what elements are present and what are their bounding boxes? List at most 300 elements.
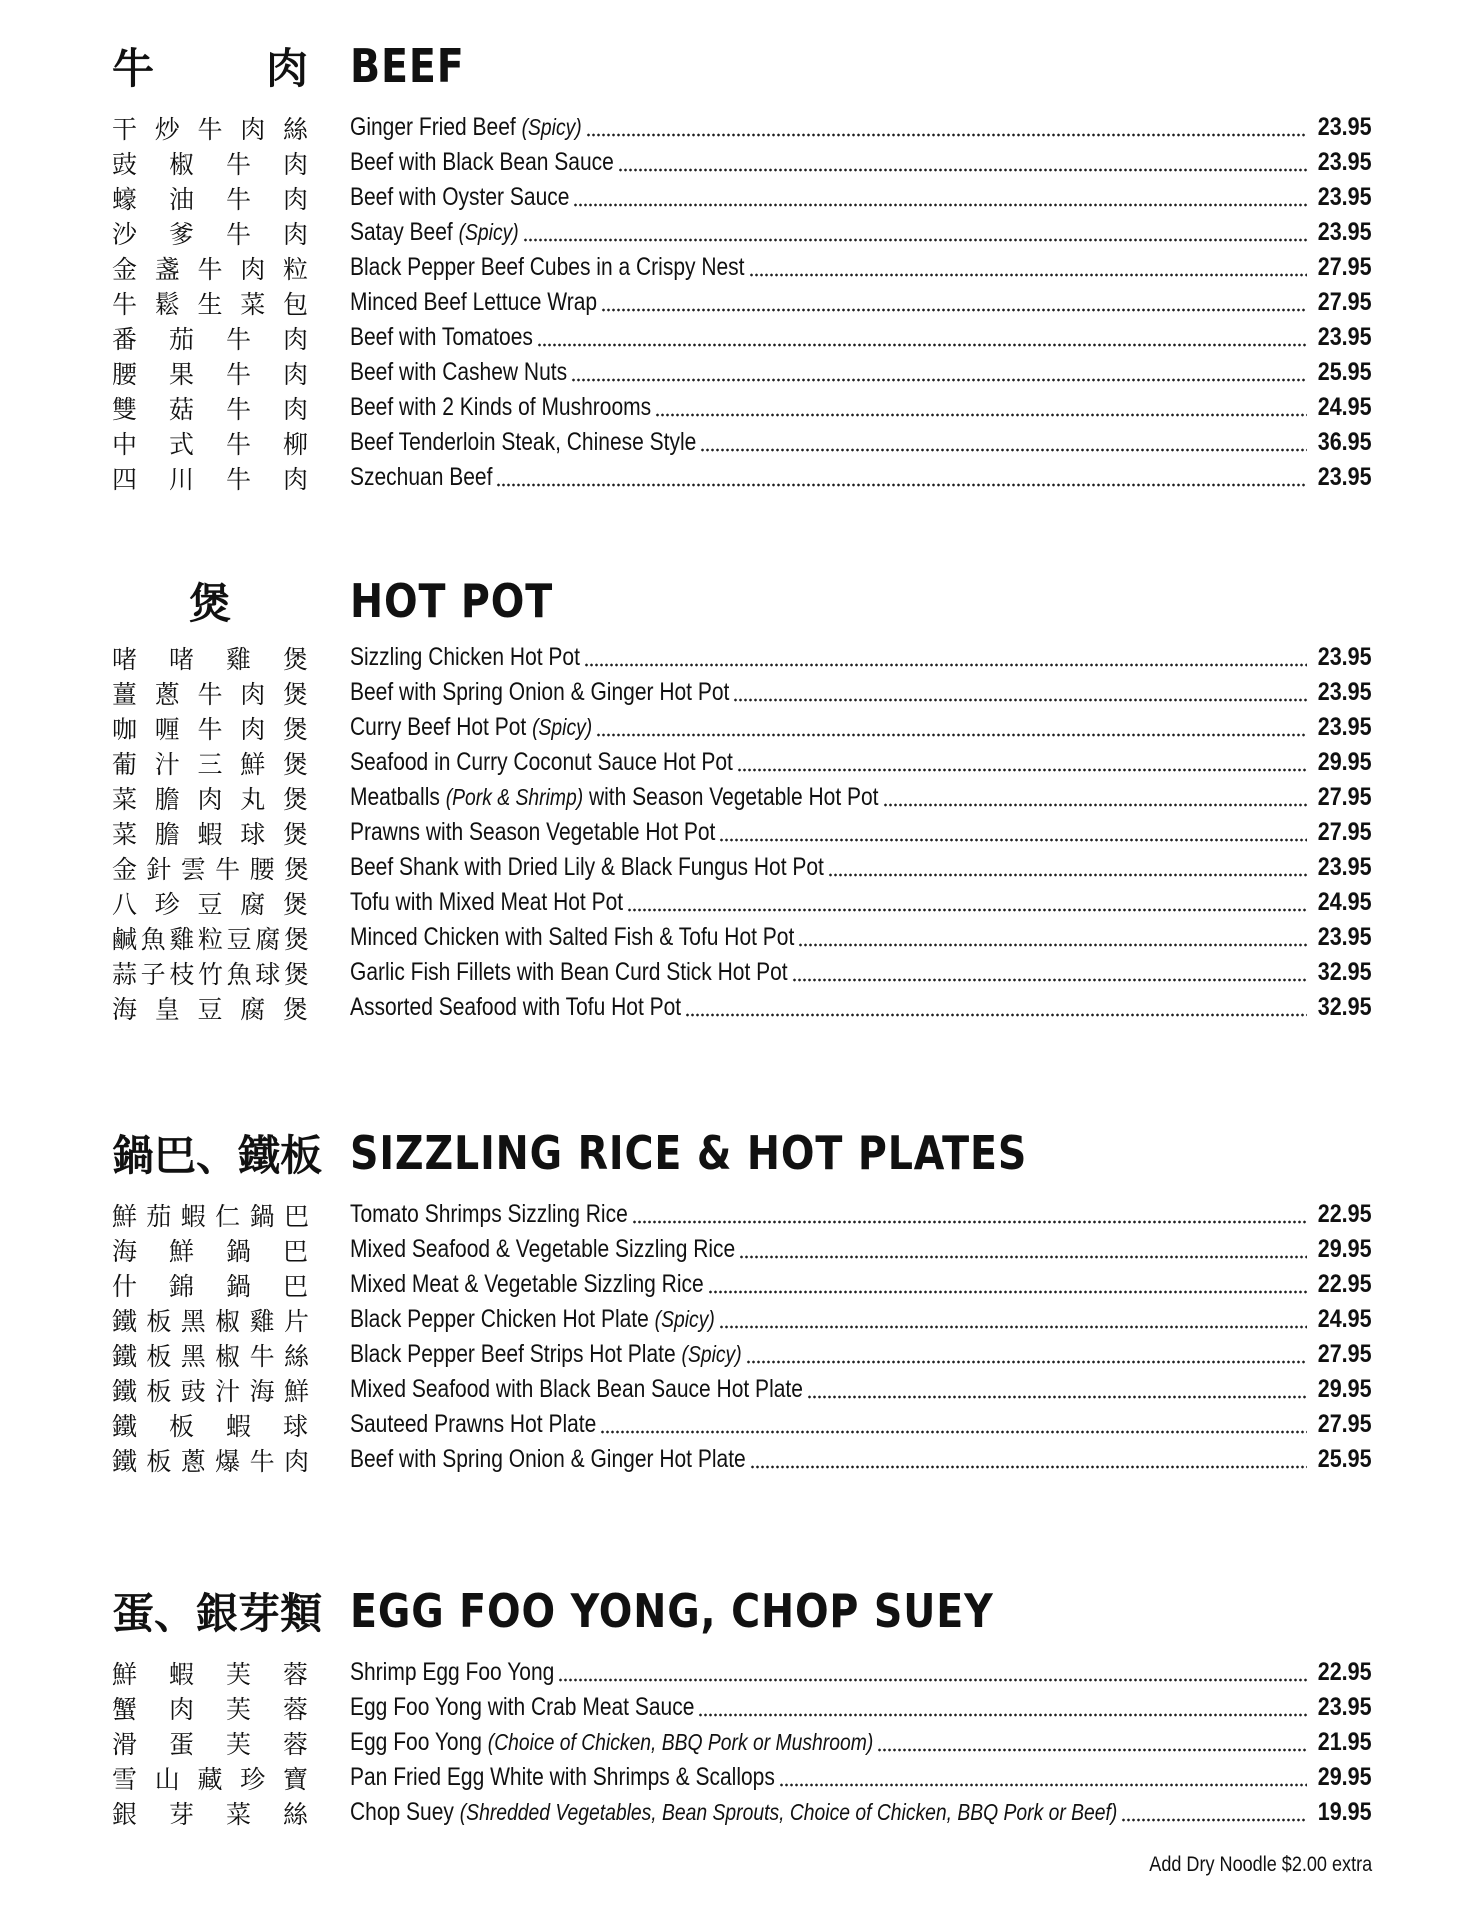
item-price: 23.95	[1318, 148, 1372, 176]
item-line	[350, 955, 1372, 990]
item-price: 23.95	[1318, 323, 1372, 351]
item-chinese-name: 鮮 蝦 芙 蓉	[112, 1659, 308, 1689]
item-line	[350, 1372, 1372, 1407]
item-price: 27.95	[1318, 818, 1372, 846]
item-name-wrap	[350, 713, 592, 742]
item-name-wrap	[350, 923, 794, 952]
item-line	[350, 1267, 1372, 1302]
item-name: Pan Fried Egg White with Shrimps & Scallops	[350, 1763, 775, 1791]
dot-leader	[627, 885, 1307, 920]
item-name-text	[350, 1410, 596, 1439]
item-name-text	[350, 1693, 694, 1722]
item-chinese-name: 鐵 板 豉 汁 海 鮮	[112, 1376, 308, 1406]
item-name: Chop Suey	[350, 1798, 454, 1826]
menu-item	[0, 815, 1484, 850]
item-name: Tofu with Mixed Meat Hot Pot	[350, 888, 624, 916]
item-chinese-name: 干 炒 牛 肉 絲	[112, 114, 308, 144]
item-name: Assorted Seafood with Tofu Hot Pot	[350, 993, 682, 1021]
menu-item	[0, 1267, 1484, 1302]
item-chinese-name: 牛 鬆 生 菜 包	[112, 289, 308, 319]
title-char: 、	[196, 1131, 239, 1180]
section-header	[0, 570, 1484, 640]
item-name-wrap	[350, 1445, 746, 1474]
item-price: 23.95	[1318, 183, 1372, 211]
item-chinese-name: 鮮 茄 蝦 仁 鍋 巴	[112, 1201, 308, 1231]
item-line	[350, 885, 1372, 920]
item-chinese-name: 滑 蛋 芙 蓉	[112, 1729, 308, 1759]
menu-item	[0, 1795, 1484, 1830]
item-name: Beef with Tomatoes	[350, 323, 533, 351]
dot-leader	[558, 1655, 1307, 1690]
item-name-wrap	[350, 958, 788, 987]
item-name-wrap	[350, 1305, 715, 1334]
item-name: Garlic Fish Fillets with Bean Curd Stick Hot Pot	[350, 958, 788, 986]
item-name-text	[350, 1200, 628, 1229]
item-line	[350, 180, 1372, 215]
item-note: (Spicy)	[654, 1306, 715, 1332]
item-note: (Spicy)	[521, 114, 582, 140]
title-char: 巴	[154, 1131, 197, 1180]
item-line	[350, 1197, 1372, 1232]
item-name-text	[350, 288, 597, 317]
item-note: (Choice of Chicken, BBQ Pork or Mushroom)	[487, 1729, 874, 1755]
item-name: Prawns with Season Vegetable Hot Pot	[350, 818, 716, 846]
item-name: Mixed Seafood with Black Bean Sauce Hot Plate	[350, 1375, 803, 1403]
title-char: 類	[280, 1589, 323, 1638]
item-price: 25.95	[1318, 358, 1372, 386]
section-header	[0, 35, 1484, 110]
item-price: 27.95	[1318, 288, 1372, 316]
item-name-continued: with Season Vegetable Hot Pot	[588, 783, 879, 811]
item-line	[350, 1407, 1372, 1442]
item-chinese-name: 蟹 肉 芙 蓉	[112, 1694, 308, 1724]
section-title-chinese	[112, 570, 308, 632]
item-name-wrap	[350, 218, 519, 247]
dot-leader	[573, 180, 1307, 215]
item-name-wrap	[350, 1200, 628, 1229]
item-name-text	[350, 1763, 775, 1792]
item-chinese-name: 啫 啫 雞 煲	[112, 644, 308, 674]
item-name: Egg Foo Yong with Crab Meat Sauce	[350, 1693, 695, 1721]
item-name-wrap	[350, 428, 696, 457]
item-name-wrap	[350, 1410, 596, 1439]
item-line	[350, 710, 1372, 745]
item-price: 27.95	[1318, 253, 1372, 281]
item-name-text	[350, 253, 745, 282]
item-line	[350, 250, 1372, 285]
item-price: 19.95	[1318, 1798, 1372, 1826]
item-chinese-name: 鐵 板 蝦 球	[112, 1411, 308, 1441]
item-name: Black Pepper Beef Strips Hot Plate	[350, 1340, 676, 1368]
section-title-chinese	[112, 1580, 323, 1642]
item-price: 27.95	[1318, 1340, 1372, 1368]
item-name-text	[350, 1658, 554, 1687]
menu-item	[0, 1337, 1484, 1372]
item-name: Ginger Fried Beef	[350, 113, 516, 141]
item-chinese-name: 菜 膽 蝦 球 煲	[112, 819, 308, 849]
item-price: 27.95	[1318, 1410, 1372, 1438]
item-name: Beef Shank with Dried Lily & Black Fungus Hot Pot	[350, 853, 824, 881]
item-name-wrap	[350, 748, 733, 777]
section-title: BEEF	[350, 39, 465, 93]
item-name: Mixed Seafood & Vegetable Sizzling Rice	[350, 1235, 736, 1263]
title-char: 蛋	[112, 1589, 155, 1638]
section-header	[0, 1122, 1484, 1197]
item-price: 23.95	[1318, 1693, 1372, 1721]
dot-leader	[708, 1267, 1308, 1302]
item-name-text	[350, 113, 582, 142]
item-chinese-name: 菜 膽 肉 丸 煲	[112, 784, 308, 814]
item-name-text	[350, 1270, 704, 1299]
dot-leader	[750, 1442, 1308, 1477]
menu-section	[0, 1580, 1484, 1830]
item-price: 23.95	[1318, 218, 1372, 246]
dot-leader	[496, 460, 1307, 495]
item-name: Beef with Cashew Nuts	[350, 358, 568, 386]
item-name-wrap	[350, 1235, 735, 1264]
item-name: Curry Beef Hot Pot	[350, 713, 527, 741]
item-chinese-name: 番 茄 牛 肉	[112, 324, 308, 354]
menu-item	[0, 850, 1484, 885]
item-name-text	[350, 463, 492, 492]
menu-item	[0, 920, 1484, 955]
item-line	[350, 355, 1372, 390]
item-name: Mixed Meat & Vegetable Sizzling Rice	[350, 1270, 704, 1298]
dot-leader	[792, 955, 1308, 990]
dot-leader	[700, 425, 1307, 460]
item-chinese-name: 葡 汁 三 鮮 煲	[112, 749, 308, 779]
item-line	[350, 640, 1372, 675]
item-name-text	[350, 818, 715, 847]
dot-leader	[685, 990, 1307, 1025]
item-chinese-name: 金 盞 牛 肉 粒	[112, 254, 308, 284]
item-chinese-name: 豉 椒 牛 肉	[112, 149, 308, 179]
item-line	[350, 1442, 1372, 1477]
section-title-chinese	[112, 35, 308, 97]
title-char: 牛	[112, 44, 155, 93]
item-name: Sizzling Chicken Hot Pot	[350, 643, 580, 671]
dot-leader	[601, 285, 1307, 320]
menu-item	[0, 675, 1484, 710]
item-price: 27.95	[1318, 783, 1372, 811]
dot-leader	[739, 1232, 1307, 1267]
menu-item	[0, 250, 1484, 285]
menu-item	[0, 460, 1484, 495]
item-name-text	[350, 678, 729, 707]
item-chinese-name: 銀 芽 菜 絲	[112, 1799, 308, 1829]
item-price: 23.95	[1318, 463, 1372, 491]
item-name-text	[350, 148, 614, 177]
dot-leader	[537, 320, 1308, 355]
item-name-wrap	[350, 818, 715, 847]
item-price: 23.95	[1318, 678, 1372, 706]
item-line	[350, 990, 1372, 1025]
item-name-wrap	[350, 678, 729, 707]
item-line	[350, 285, 1372, 320]
item-price: 23.95	[1318, 853, 1372, 881]
item-name-text	[350, 748, 733, 777]
item-line	[350, 1725, 1372, 1760]
dot-leader	[737, 745, 1308, 780]
item-chinese-name: 四 川 牛 肉	[112, 464, 308, 494]
item-name-wrap	[350, 1658, 554, 1687]
item-price: 23.95	[1318, 643, 1372, 671]
menu-item	[0, 1655, 1484, 1690]
menu-item	[0, 990, 1484, 1025]
item-name-text	[350, 1798, 1117, 1827]
item-name-wrap	[350, 393, 651, 422]
item-price: 32.95	[1318, 993, 1372, 1021]
item-price: 29.95	[1318, 1235, 1372, 1263]
item-name-wrap	[350, 853, 824, 882]
item-chinese-name: 什 錦 鍋 巴	[112, 1271, 308, 1301]
item-line	[350, 920, 1372, 955]
menu-item	[0, 180, 1484, 215]
item-note: (Spicy)	[532, 714, 593, 740]
item-line	[350, 425, 1372, 460]
menu-item	[0, 1232, 1484, 1267]
item-price: 29.95	[1318, 1763, 1372, 1791]
dot-leader	[749, 250, 1308, 285]
item-name: Beef Tenderloin Steak, Chinese Style	[350, 428, 697, 456]
item-line	[350, 1690, 1372, 1725]
item-line	[350, 1760, 1372, 1795]
dot-leader	[807, 1372, 1308, 1407]
item-name-wrap	[350, 463, 492, 492]
item-line	[350, 780, 1372, 815]
item-name-wrap	[350, 643, 580, 672]
item-name: Beef with 2 Kinds of Mushrooms	[350, 393, 652, 421]
dot-leader	[779, 1760, 1308, 1795]
menu-item	[0, 390, 1484, 425]
menu-item	[0, 1442, 1484, 1477]
item-name-text	[350, 713, 592, 742]
item-name: Minced Chicken with Salted Fish & Tofu Hot Pot	[350, 923, 795, 951]
item-price: 23.95	[1318, 713, 1372, 741]
dot-leader	[523, 215, 1308, 250]
menu-item	[0, 1372, 1484, 1407]
item-name: Satay Beef	[350, 218, 453, 246]
item-name-wrap	[350, 1693, 694, 1722]
item-name-text	[350, 958, 788, 987]
item-price: 22.95	[1318, 1658, 1372, 1686]
title-char: 銀	[196, 1589, 239, 1638]
item-name: Shrimp Egg Foo Yong	[350, 1658, 555, 1686]
item-name-text	[350, 1305, 715, 1334]
item-line	[350, 320, 1372, 355]
menu-item	[0, 215, 1484, 250]
menu-item	[0, 1690, 1484, 1725]
dot-leader	[596, 710, 1307, 745]
item-note: (Spicy)	[458, 219, 519, 245]
item-line	[350, 675, 1372, 710]
item-chinese-name: 鐵 板 黑 椒 牛 絲	[112, 1341, 308, 1371]
menu-item	[0, 320, 1484, 355]
item-name-text	[350, 323, 533, 352]
item-name-text	[350, 993, 681, 1022]
menu-item	[0, 710, 1484, 745]
title-char: 芽	[238, 1589, 281, 1638]
item-name: Black Pepper Chicken Hot Plate	[350, 1305, 649, 1333]
item-chinese-name: 鹹 魚 雞 粒 豆 腐 煲	[112, 924, 308, 954]
item-chinese-name: 海 鮮 鍋 巴	[112, 1236, 308, 1266]
item-name: Beef with Spring Onion & Ginger Hot Plate	[350, 1445, 746, 1473]
menu-item	[0, 145, 1484, 180]
title-char: 鍋	[112, 1131, 155, 1180]
item-name: Minced Beef Lettuce Wrap	[350, 288, 598, 316]
item-line	[350, 1337, 1372, 1372]
item-name-text	[350, 393, 651, 422]
menu-item	[0, 885, 1484, 920]
item-price: 21.95	[1318, 1728, 1372, 1756]
item-chinese-name: 海 皇 豆 腐 煲	[112, 994, 308, 1024]
item-name-text	[350, 923, 794, 952]
item-line	[350, 1302, 1372, 1337]
dot-leader	[1121, 1795, 1307, 1830]
section-title: SIZZLING RICE & HOT PLATES	[350, 1126, 1028, 1180]
dot-leader	[877, 1725, 1307, 1760]
dot-leader	[618, 145, 1308, 180]
item-chinese-name: 鐵 板 黑 椒 雞 片	[112, 1306, 308, 1336]
item-line	[350, 460, 1372, 495]
item-price: 24.95	[1318, 888, 1372, 916]
item-line	[350, 390, 1372, 425]
item-price: 32.95	[1318, 958, 1372, 986]
title-char: 煲	[188, 579, 231, 628]
item-name-text	[350, 1375, 803, 1404]
item-price: 23.95	[1318, 113, 1372, 141]
item-chinese-name: 八 珍 豆 腐 煲	[112, 889, 308, 919]
section-header	[0, 1580, 1484, 1655]
dot-leader	[828, 850, 1308, 885]
item-price: 29.95	[1318, 748, 1372, 776]
item-name-text	[350, 1235, 735, 1264]
item-line	[350, 110, 1372, 145]
item-name-text	[350, 888, 623, 917]
menu-section	[0, 570, 1484, 1025]
menu-item	[0, 1725, 1484, 1760]
item-name-wrap	[350, 1340, 742, 1369]
item-price: 25.95	[1318, 1445, 1372, 1473]
item-name-text	[350, 1340, 742, 1369]
dot-leader	[584, 640, 1308, 675]
item-name: Beef with Black Bean Sauce	[350, 148, 614, 176]
title-char: 肉	[265, 44, 308, 93]
item-line	[350, 1655, 1372, 1690]
title-char: 、	[154, 1589, 197, 1638]
item-name: Szechuan Beef	[350, 463, 493, 491]
item-chinese-name: 雪 山 藏 珍 寶	[112, 1764, 308, 1794]
item-name: Tomato Shrimps Sizzling Rice	[350, 1200, 628, 1228]
dot-leader	[632, 1197, 1308, 1232]
item-name-wrap	[350, 783, 879, 812]
item-name-text	[350, 428, 696, 457]
item-price: 22.95	[1318, 1200, 1372, 1228]
item-name: Meatballs	[350, 783, 440, 811]
item-chinese-name: 薑 蔥 牛 肉 煲	[112, 679, 308, 709]
item-name: Egg Foo Yong	[350, 1728, 482, 1756]
item-line	[350, 145, 1372, 180]
item-name-text	[350, 1728, 873, 1757]
dot-leader	[719, 1302, 1308, 1337]
dot-leader	[571, 355, 1307, 390]
item-chinese-name: 雙 菇 牛 肉	[112, 394, 308, 424]
menu-item	[0, 1760, 1484, 1795]
dot-leader	[746, 1337, 1308, 1372]
item-line	[350, 850, 1372, 885]
item-price: 24.95	[1318, 1305, 1372, 1333]
item-name: Sauteed Prawns Hot Plate	[350, 1410, 597, 1438]
item-name-wrap	[350, 288, 597, 317]
item-line	[350, 815, 1372, 850]
item-line	[350, 1795, 1372, 1830]
item-name-wrap	[350, 113, 582, 142]
item-name-wrap	[350, 993, 681, 1022]
item-name: Beef with Oyster Sauce	[350, 183, 570, 211]
item-note: (Shredded Vegetables, Bean Sprouts, Choice of Chicken, BBQ Pork or Beef)	[459, 1799, 1118, 1825]
item-chinese-name: 蠔 油 牛 肉	[112, 184, 308, 214]
dot-leader	[655, 390, 1307, 425]
item-chinese-name: 鐵 板 蔥 爆 牛 肉	[112, 1446, 308, 1476]
item-price: 36.95	[1318, 428, 1372, 456]
menu-item	[0, 425, 1484, 460]
item-price: 23.95	[1318, 923, 1372, 951]
item-name: Beef with Spring Onion & Ginger Hot Pot	[350, 678, 730, 706]
item-price: 24.95	[1318, 393, 1372, 421]
item-chinese-name: 中 式 牛 柳	[112, 429, 308, 459]
item-price: 29.95	[1318, 1375, 1372, 1403]
section-title: HOT POT	[350, 574, 554, 628]
footer-note: Add Dry Noodle $2.00 extra	[1149, 1853, 1372, 1876]
item-line	[350, 745, 1372, 780]
dot-leader	[586, 110, 1308, 145]
menu-item	[0, 955, 1484, 990]
title-char: 板	[280, 1131, 323, 1180]
item-name-wrap	[350, 1375, 803, 1404]
item-name-wrap	[350, 888, 623, 917]
menu-item	[0, 1407, 1484, 1442]
item-note: (Spicy)	[681, 1341, 742, 1367]
item-name-wrap	[350, 253, 745, 282]
title-char: 鐵	[238, 1131, 281, 1180]
menu-item	[0, 285, 1484, 320]
menu-item	[0, 1197, 1484, 1232]
item-line	[350, 215, 1372, 250]
menu-section	[0, 1122, 1484, 1477]
item-name: Black Pepper Beef Cubes in a Crispy Nest	[350, 253, 745, 281]
menu-item	[0, 1302, 1484, 1337]
menu-item	[0, 745, 1484, 780]
item-name-text	[350, 218, 519, 247]
item-line	[350, 1232, 1372, 1267]
dot-leader	[719, 815, 1307, 850]
item-chinese-name: 金 針 雲 牛 腰 煲	[112, 854, 308, 884]
section-title-chinese	[112, 1122, 323, 1184]
item-price: 22.95	[1318, 1270, 1372, 1298]
dot-leader	[733, 675, 1307, 710]
item-name-wrap	[350, 183, 569, 212]
dot-leader	[698, 1690, 1307, 1725]
menu-item	[0, 640, 1484, 675]
item-name-wrap	[350, 1798, 1117, 1827]
item-chinese-name: 蒜 子 枝 竹 魚 球 煲	[112, 959, 308, 989]
item-name-wrap	[350, 358, 567, 387]
item-name-text	[350, 1445, 746, 1474]
item-note: (Pork & Shrimp)	[445, 784, 584, 810]
item-chinese-name: 腰 果 牛 肉	[112, 359, 308, 389]
item-name-wrap	[350, 148, 614, 177]
item-name-text	[350, 643, 580, 672]
